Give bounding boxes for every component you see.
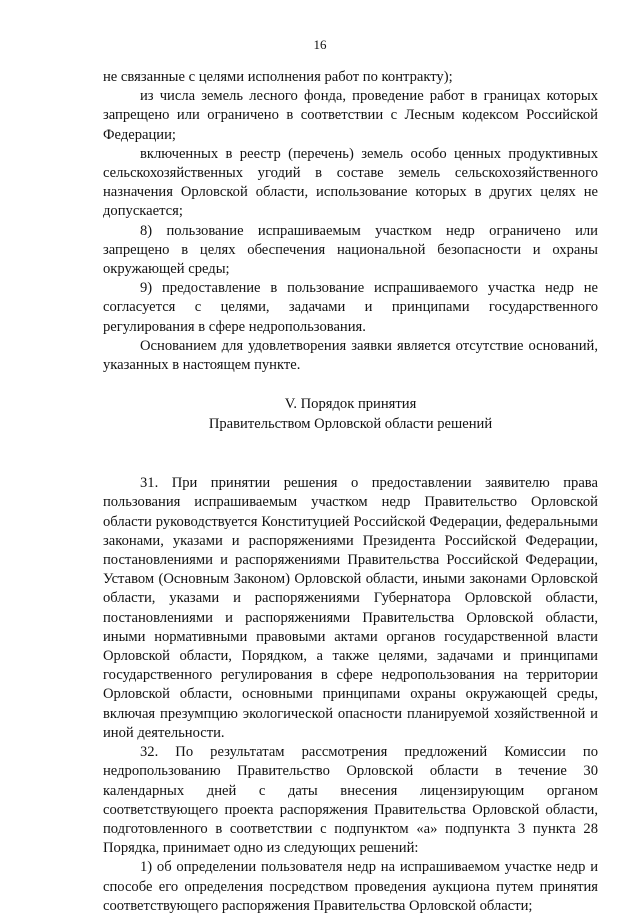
section-heading — [103, 394, 598, 434]
paragraph: 1) об определении пользователя недр на испрашиваемом участке недр и способе его определения посредством проведения аукциона путем принятия соответствующего распоряжения Правительства Орловской области; — [103, 859, 598, 914]
paragraph: из числа земель лесного фонда, проведение работ в границах которых запрещено или ограничено в соответствии с Лесным кодексом Российской Федерации; — [103, 88, 598, 143]
paragraph: включенных в реестр (перечень) земель особо ценных продуктивных сельскохозяйственных угодий в составе земель сельскохозяйственного назначения Орловской области, использование которых в других целях не допускается; — [103, 145, 598, 220]
section-heading-line: V. Порядок принятия — [284, 396, 417, 413]
spacer — [103, 434, 598, 474]
page-number: 16 — [313, 37, 327, 52]
paragraph: 8) пользование испрашиваемым участком недр ограничено или запрещено в целях обеспечения национальной безопасности и охраны окружающей среды; — [103, 222, 598, 278]
paragraph: не связанные с целями исполнения работ по контракту); — [103, 69, 453, 85]
paragraph: 32. По результатам рассмотрения предложений Комиссии по недропользованию Правительство Орловской области в течение 30 календарных дней с даты внесения лицензирующим органом соответствующего проекта распоряжения Правительства Орловской области, подготовленного в соответствии с подпунктом «а» подпункта 3 пункта 28 Порядка, принимает одно из следующих решений: — [103, 744, 598, 857]
paragraph: 9) предоставление в пользование испрашиваемого участка недр не согласуется с целями, задачами и принципами государственного регулирования в сфере недропользования. — [103, 280, 598, 335]
document-body — [103, 68, 598, 916]
paragraph: 31. При принятии решения о предоставлении заявителю права пользования испрашиваемым участком недр Правительство Орловской области руководствуется Конституцией Российской Федерации, федеральными законами, указами и распоряжениями Президента Российской Федерации, постановлениями и распоряжениями Правительства Российской Федерации, Уставом (Основным Законом) Орловской области, иными законами Орловской области, указами и распоряжениями Губернатора Орловской области, постановлениями и распоряжениями Правительства Орловской области, иными нормативными правовыми актами органов государственной власти Орловской области, Порядком, а также целями, задачами и принципами государственного регулирования в сфере недропользования на территории Орловской области, основными принципами охраны окружающей среды, включая презумпцию экологической опасности планируемой хозяйственной и иной деятельности. — [103, 475, 598, 741]
paragraph: Основанием для удовлетворения заявки является отсутствие оснований, указанных в настоящем пункте. — [103, 337, 598, 374]
section-heading-line: Правительством Орловской области решений — [208, 416, 493, 433]
